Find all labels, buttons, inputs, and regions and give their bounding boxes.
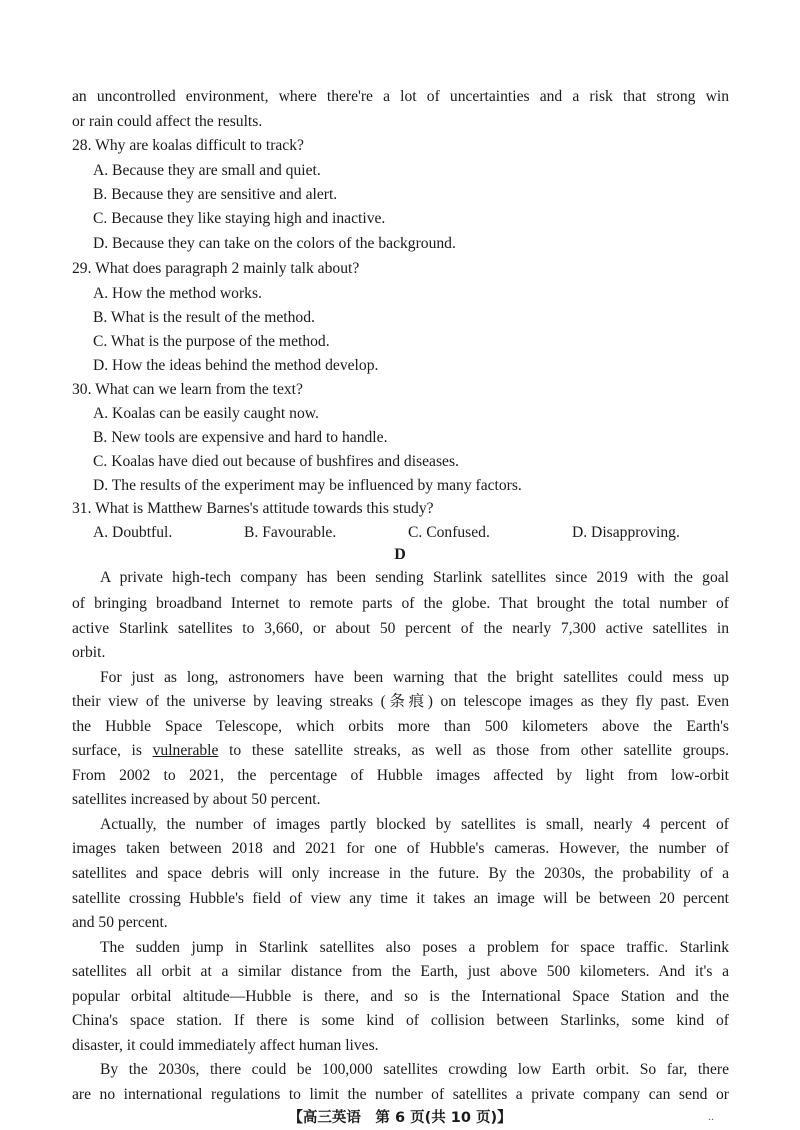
question-28-option-c: C. Because they like staying high and inactive. [93, 210, 386, 227]
paragraph-1-line-2: of bringing broadband Internet to remote parts of the globe. That brought the total number of [72, 595, 729, 612]
intro-line-1: an uncontrolled environment, where there're a lot of uncertainties and a risk that strong win [72, 88, 729, 105]
paragraph-4-line-1: The sudden jump in Starlink satellites also poses a problem for space traffic. Starlink [100, 939, 729, 956]
question-29-option-d: D. How the ideas behind the method develop. [93, 357, 379, 374]
paragraph-4-line-4: China's space station. If there is some kind of collision between Starlinks, some kind of [72, 1012, 729, 1029]
question-29-option-b: B. What is the result of the method. [93, 309, 315, 326]
question-29-option-c: C. What is the purpose of the method. [93, 333, 330, 350]
question-28-option-b: B. Because they are sensitive and alert. [93, 186, 338, 203]
paragraph-4-line-3: popular orbital altitude—Hubble is there, and so is the International Space Station and the [72, 988, 729, 1005]
footer-mark: .. [708, 1109, 714, 1123]
question-31-option-c: C. Confused. [408, 524, 490, 541]
paragraph-5-line-2: are no international regulations to limit the number of satellites a private company can send or [72, 1086, 729, 1103]
paragraph-3-line-5: and 50 percent. [72, 914, 168, 931]
paragraph-2-line-1: For just as long, astronomers have been warning that the bright satellites could mess up [100, 669, 729, 686]
question-30-option-c: C. Koalas have died out because of bushfires and diseases. [93, 453, 459, 470]
question-30-option-b: B. New tools are expensive and hard to handle. [93, 429, 388, 446]
paragraph-1-line-1: A private high-tech company has been sending Starlink satellites since 2019 with the goal [100, 569, 729, 586]
question-28-option-a: A. Because they are small and quiet. [93, 162, 321, 179]
question-28-stem: 28. Why are koalas difficult to track? [72, 137, 304, 154]
question-31-option-a: A. Doubtful. [93, 524, 173, 541]
question-30-stem: 30. What can we learn from the text? [72, 381, 303, 398]
question-30-option-d: D. The results of the experiment may be influenced by many factors. [93, 477, 522, 494]
paragraph-4-line-5: disaster, it could immediately affect human lives. [72, 1037, 379, 1054]
paragraph-1-line-4: orbit. [72, 644, 106, 661]
paragraph-3-line-1: Actually, the number of images partly blocked by satellites is small, nearly 4 percent of [100, 816, 729, 833]
section-heading: D [394, 546, 406, 563]
intro-line-2: or rain could affect the results. [72, 113, 263, 130]
paragraph-3-line-3: satellites and space debris will only increase in the future. By the 2030s, the probability of a [72, 865, 729, 882]
question-29-option-a: A. How the method works. [93, 285, 262, 302]
paragraph-3-line-4: satellite crossing Hubble's field of view any time it takes an image will be between 20 percent [72, 890, 729, 907]
paragraph-2-line-3: the Hubble Space Telescope, which orbits more than 500 kilometers above the Earth's [72, 718, 729, 735]
paragraph-3-line-2: images taken between 2018 and 2021 for one of Hubble's cameras. However, the number of [72, 840, 729, 857]
question-31-option-b: B. Favourable. [244, 524, 337, 541]
paragraph-1-line-3: active Starlink satellites to 3,660, or about 50 percent of the nearly 7,300 active satellites in [72, 620, 729, 637]
paragraph-2-line-4 [72, 741, 729, 761]
paragraph-2-line-4-end: to these satellite streaks, as well as those from other satellite groups. [218, 742, 729, 759]
paragraph-2-line-5: From 2002 to 2021, the percentage of Hubble images affected by light from low-orbit [72, 767, 729, 784]
paragraph-4-line-2: satellites all orbit at a similar distance from the Earth, just above 500 kilometers. And it's a [72, 963, 729, 980]
paragraph-5-line-1: By the 2030s, there could be 100,000 satellites crowding low Earth orbit. So far, there [100, 1061, 729, 1078]
underlined-word-vulnerable: vulnerable [152, 742, 219, 759]
question-31-stem: 31. What is Matthew Barnes's attitude towards this study? [72, 500, 434, 517]
page-footer: 【高三英语 第 6 页(共 10 页)】 [288, 1110, 512, 1126]
question-31-option-d: D. Disapproving. [572, 524, 680, 541]
question-30-option-a: A. Koalas can be easily caught now. [93, 405, 319, 422]
paragraph-2-line-2: their view of the universe by leaving streaks (条痕) on telescope images as they fly past. Even [72, 693, 729, 710]
question-29-stem: 29. What does paragraph 2 mainly talk about? [72, 260, 360, 277]
paragraph-2-line-6: satellites increased by about 50 percent. [72, 791, 321, 808]
paragraph-2-line-4-start: surface, is [72, 742, 153, 759]
question-28-option-d: D. Because they can take on the colors of the background. [93, 235, 456, 252]
